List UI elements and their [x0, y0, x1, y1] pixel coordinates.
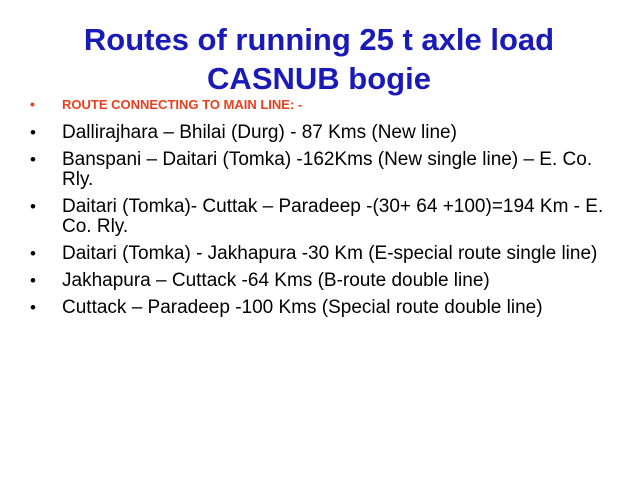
- list-item-text: Daitari (Tomka)- Cuttak – Paradeep -(30+ 64 +100)=194 Km - E. Co. Rly.: [62, 196, 604, 237]
- slide-title-line-2: CASNUB bogie: [207, 61, 431, 96]
- list-item-text: Jakhapura – Cuttack -64 Kms (B-route double line): [62, 270, 490, 291]
- bullet-icon: •: [30, 96, 35, 112]
- list-item: [24, 150, 609, 190]
- list-item-route-heading: [24, 96, 609, 113]
- list-item-text: Cuttack – Paradeep -100 Kms (Special route double line): [62, 297, 543, 318]
- bullet-icon: •: [30, 150, 36, 169]
- bullet-icon: •: [30, 123, 36, 142]
- list-item: [24, 271, 609, 291]
- slide-title-line-1: Routes of running 25 t axle load: [83, 22, 555, 57]
- list-item-text: ROUTE CONNECTING TO MAIN LINE: -: [62, 97, 303, 112]
- list-item-text: Banspani – Daitari (Tomka) -162Kms (New single line) – E. Co. Rly.: [62, 149, 593, 190]
- list-item: [24, 244, 609, 264]
- bullet-icon: •: [30, 244, 36, 263]
- bullet-icon: •: [30, 197, 36, 216]
- bullet-list: [24, 96, 609, 325]
- list-item: [24, 123, 609, 143]
- list-item: [24, 298, 609, 318]
- list-item-text: Daitari (Tomka) - Jakhapura -30 Km (E-special route single line): [62, 243, 598, 264]
- slide-title: [30, 20, 608, 98]
- bullet-icon: •: [30, 298, 36, 317]
- list-item: [24, 197, 609, 237]
- bullet-icon: •: [30, 271, 36, 290]
- list-item-text: Dallirajhara – Bhilai (Durg) - 87 Kms (New line): [62, 122, 457, 143]
